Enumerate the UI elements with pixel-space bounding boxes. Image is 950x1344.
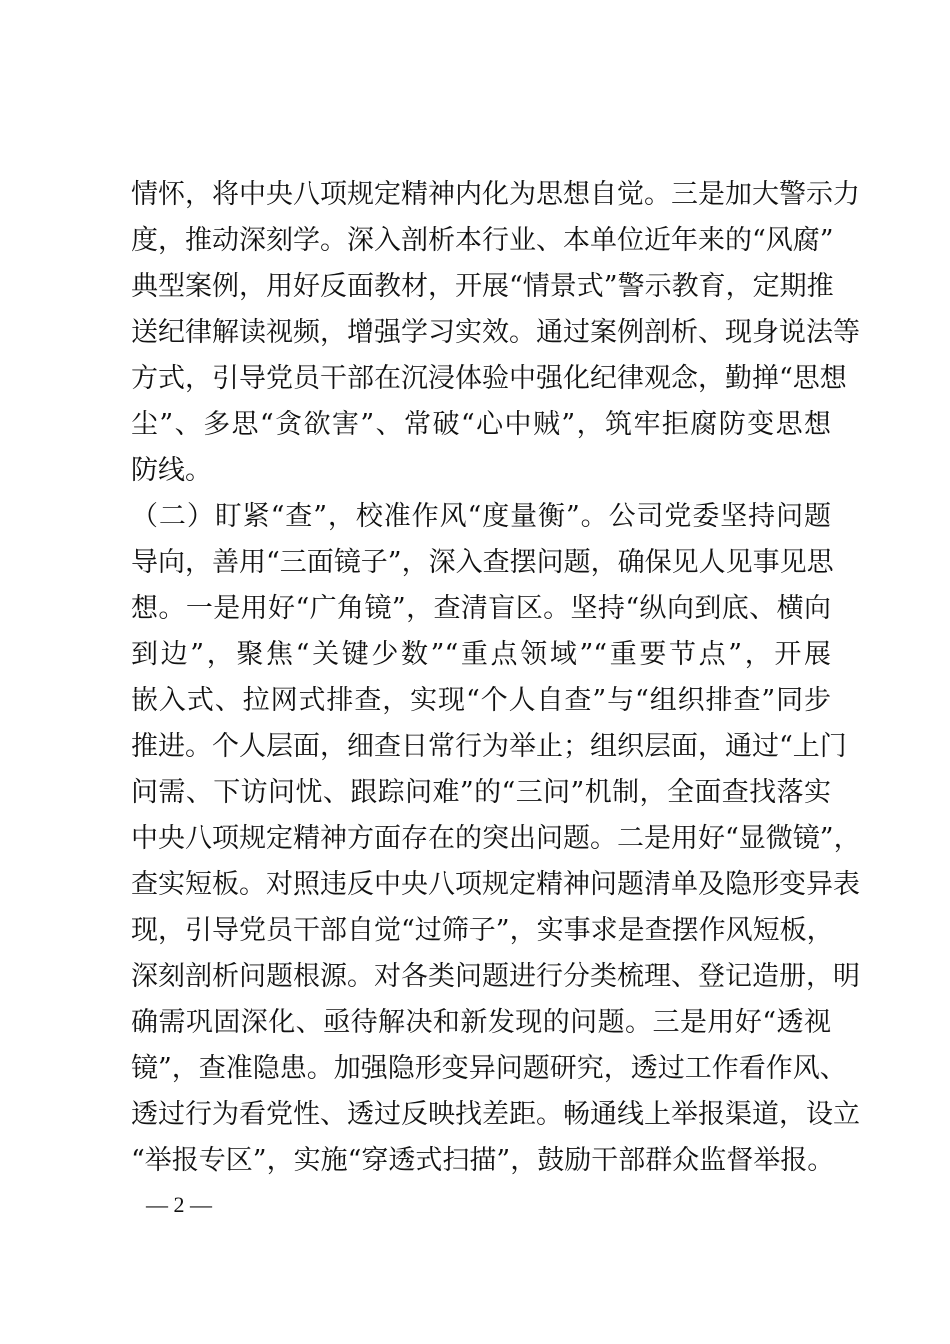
text-line: 推进。个人层面，细查日常行为举止；组织层面，通过“上门: [131, 731, 847, 762]
text-line: 深刻剖析问题根源。对各类问题进行分类梳理、登记造册，明: [131, 961, 860, 992]
text-line: 度，推动深刻学。深入剖析本行业、本单位近年来的“风腐”: [131, 225, 834, 256]
text-line: 方式，引导党员干部在沉浸体验中强化纪律观念，勤掸“思想: [131, 363, 847, 394]
text-line: 确需巩固深化、亟待解决和新发现的问题。三是用好“透视: [131, 1007, 831, 1038]
text-line: 到边”，聚焦“关键少数”“重点领域”“重要节点”，开展: [131, 639, 831, 670]
text-line: 透过行为看党性、透过反映找差距。畅通线上举报渠道，设立: [131, 1099, 860, 1130]
text-line: 中央八项规定精神方面存在的突出问题。二是用好“显微镜”，: [131, 823, 861, 854]
section-heading-line: （二）盯紧“查”，校准作风“度量衡”。公司党委坚持问题: [131, 501, 831, 532]
text-line: 镜”，查准隐患。加强隐形变异问题研究，透过工作看作风、: [131, 1053, 847, 1084]
text-line: 防线。: [131, 455, 212, 486]
text-line: 情怀，将中央八项规定精神内化为思想自觉。三是加大警示力: [131, 179, 860, 210]
text-line: 查实短板。对照违反中央八项规定精神问题清单及隐形变异表: [131, 869, 860, 900]
text-line: 想。一是用好“广角镜”，查清盲区。坚持“纵向到底、横向: [131, 593, 831, 624]
text-line: 送纪律解读视频，增强学习实效。通过案例剖析、现身说法等: [131, 317, 860, 348]
text-line: 现，引导党员干部自觉“过筛子”，实事求是查摆作风短板，: [131, 915, 834, 946]
text-line: 问需、下访问忧、跟踪问难”的“三问”机制，全面查找落实: [131, 777, 831, 808]
text-line: 导向，善用“三面镜子”，深入查摆问题，确保见人见事见思: [131, 547, 834, 578]
text-line: “举报专区”，实施“穿透式扫描”，鼓励干部群众监督举报。: [131, 1145, 835, 1176]
body-text: [131, 172, 861, 1184]
text-line: 嵌入式、拉网式排查，实现“个人自查”与“组织排查”同步: [131, 685, 831, 716]
text-line: 尘”、多思“贪欲害”、常破“心中贼”，筑牢拒腐防变思想: [131, 409, 831, 440]
text-line: 典型案例，用好反面教材，开展“情景式”警示教育，定期推: [131, 271, 834, 302]
page-number: — 2 —: [146, 1192, 212, 1217]
